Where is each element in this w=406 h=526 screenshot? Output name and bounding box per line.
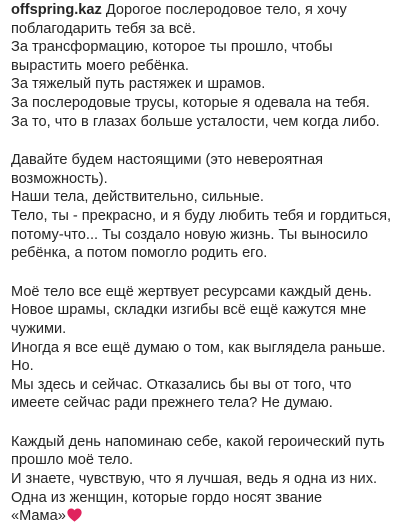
caption-line: Наши тела, действительно, сильные.	[11, 189, 264, 206]
caption-paragraph	[11, 151, 403, 263]
caption-line: прошло моё тело.	[11, 452, 134, 469]
caption-paragraph	[11, 1, 403, 131]
caption-paragraph	[11, 283, 403, 413]
caption-line: Но.	[11, 358, 34, 375]
caption-text: «Мама»	[11, 508, 66, 525]
caption-line: Одна из женщин, которые гордо носят звание	[11, 489, 323, 506]
caption-line: За послеродовые трусы, которые я одевала на тебя.	[11, 94, 370, 111]
caption-line: Иногда я все ещё думаю о том, как выглядела раньше.	[11, 339, 386, 356]
username-link[interactable]: offspring.kaz	[11, 2, 102, 18]
caption-paragraph	[11, 433, 403, 526]
caption-line: ребёнка, а потом помогло родить его.	[11, 245, 268, 262]
caption-line: Мы здесь и сейчас. Отказались бы вы от того, что	[11, 376, 352, 393]
caption-line: За то, что в глазах больше усталости, чем когда либо.	[11, 113, 380, 130]
caption-line	[11, 1, 403, 20]
caption-line: Каждый день напоминаю себе, какой героический путь	[11, 433, 385, 450]
caption-line: возможность).	[11, 170, 108, 187]
caption-line: И знаете, чувствую, что я лучшая, ведь я одна из них.	[11, 471, 378, 488]
caption-text: Дорогое послеродовое тело, я хочу	[105, 2, 347, 18]
caption-line: Моё тело все ещё жертвует ресурсами каждый день.	[11, 283, 372, 300]
caption-line: потому-что... Ты создало новую жизнь. Ты выносило	[11, 226, 368, 243]
caption-line: Тело, ты - прекрасно, и я буду любить тебя и гордиться,	[11, 207, 392, 224]
paragraph-gap	[11, 131, 403, 151]
paragraph-gap	[11, 263, 403, 283]
post-caption	[11, 1, 403, 526]
caption-line: Новое шрамы, складки изгибы всё ещё кажутся мне	[11, 302, 367, 319]
caption-line	[11, 507, 403, 526]
caption-line: Давайте будем настоящими (это невероятная	[11, 152, 323, 169]
caption-line: чужими.	[11, 320, 67, 337]
caption-line: поблагодарить тебя за всё.	[11, 20, 196, 37]
caption-line: За трансформацию, которое ты прошло, чтобы	[11, 39, 333, 56]
red-heart-icon	[67, 508, 82, 522]
heart-shape	[67, 509, 81, 522]
caption-line: За тяжелый путь растяжек и шрамов.	[11, 76, 266, 93]
caption-line: вырастить моего ребёнка.	[11, 57, 189, 74]
paragraph-gap	[11, 413, 403, 433]
caption-line: имеете сейчас ради прежнего тела? Не думаю.	[11, 395, 333, 412]
